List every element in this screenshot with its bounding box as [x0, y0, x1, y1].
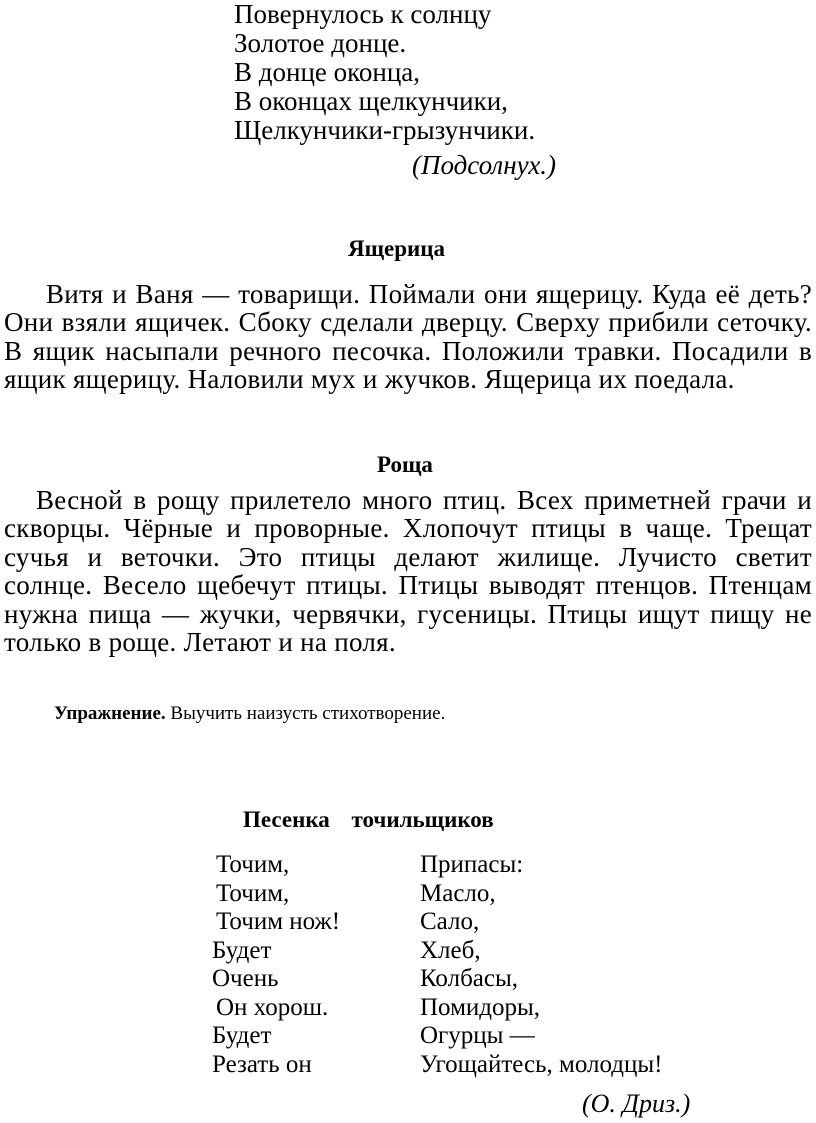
story-title-lizard: Ящерица: [348, 236, 446, 261]
song-line: Угощайтесь, молодцы!: [420, 1050, 663, 1078]
song-line: Точим,: [216, 879, 290, 907]
song-left-column: [212, 851, 340, 1079]
poem-line: Повернулось к солнцу: [234, 0, 492, 29]
riddle-poem: [234, 0, 535, 145]
song-line: Сало,: [420, 908, 480, 935]
song-title: Песенка точильщиков: [243, 807, 494, 832]
song-line: Резать он: [212, 1050, 312, 1078]
exercise-note: [54, 703, 445, 725]
poem-line: Золотое донце.: [234, 28, 407, 58]
song-right-column: [420, 851, 662, 1079]
song-author: (О. Дриз.): [582, 1089, 691, 1118]
song-line: Помидоры,: [420, 993, 541, 1021]
song-line: Он хорош.: [216, 993, 329, 1021]
song-line: Очень: [212, 965, 279, 992]
song-line: Огурцы —: [420, 1022, 535, 1049]
riddle-answer: (Подсолнух.): [412, 150, 556, 180]
poem-line: В донце оконца,: [234, 57, 421, 87]
song-line: Будет: [212, 936, 272, 964]
song-line: Точим нож!: [216, 908, 341, 935]
story-title-grove: Роща: [377, 452, 433, 477]
song-line: Хлеб,: [420, 936, 481, 964]
exercise-label: Упражнение.: [54, 703, 166, 724]
song-line: Припасы:: [420, 851, 524, 878]
poem-line: В оконцах щелкунчики,: [234, 86, 508, 116]
song-line: Колбасы,: [420, 965, 519, 992]
exercise-text: Выучить наизусть стихотворение.: [165, 703, 446, 724]
song-line: Будет: [212, 1022, 272, 1049]
story-text-lizard: Витя и Ваня — товарищи. Поймали они ящерицу. Куда её деть? Они взяли ящичек. Сбоку сделали дверцу. Сверху прибили сеточку. В ящик насыпали речного песочка. Положили травки. Посадили в ящик ящерицу. Наловили мух и жучков. Ящерица их поедала.: [4, 279, 812, 395]
song-line: Точим,: [216, 851, 290, 878]
story-text-grove: Весной в рощу прилетело много птиц. Всех приметней грачи и скворцы. Чёрные и проворные. Хлопочут птицы в чаще. Трещат сучья и веточки. Это птицы делают жилище. Лучисто светит солнце. Весело щебечут птицы. Птицы выводят птенцов. Птенцам нужна пища — жучки, червячки, гусеницы. Птицы ищут пищу не только в роще. Летают и на поля.: [4, 485, 812, 658]
song-line: Масло,: [420, 879, 496, 907]
poem-line: Щелкунчики-грызунчики.: [234, 115, 536, 145]
